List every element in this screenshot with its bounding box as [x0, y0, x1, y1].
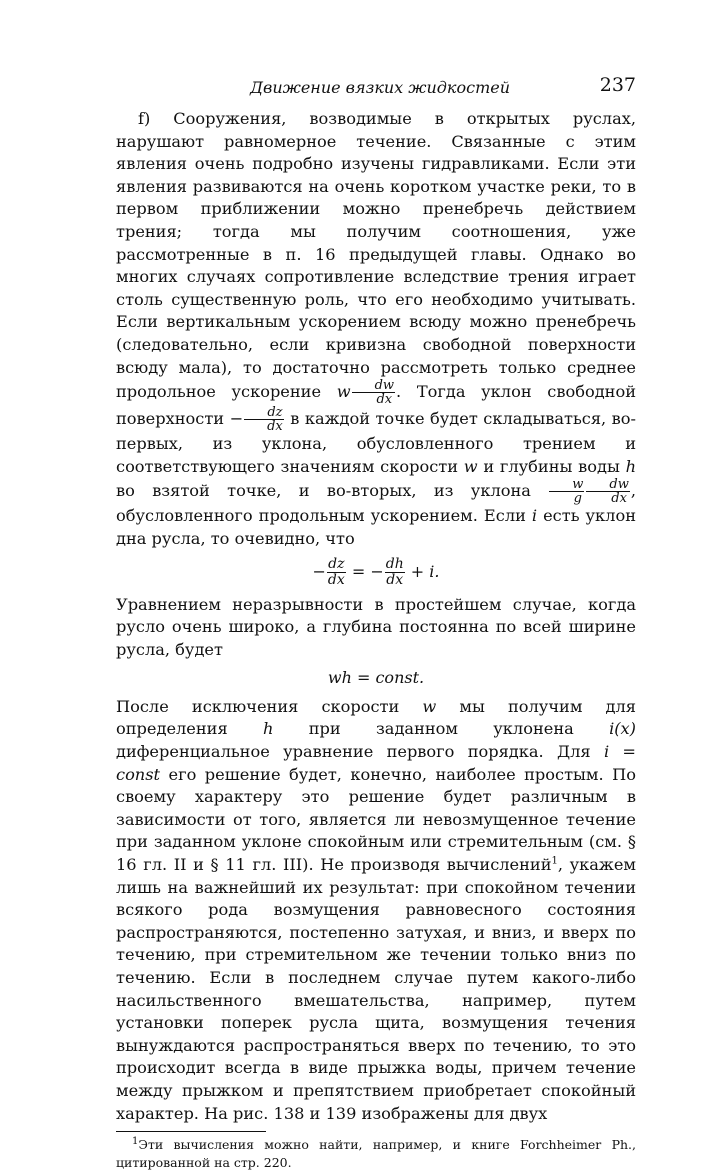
footnote-ref[interactable]: 1	[551, 855, 558, 867]
footnote-mark: 1	[132, 1136, 139, 1147]
text: диференциальное уравнение первого порядка. Для	[116, 742, 604, 762]
page	[116, 72, 636, 1172]
paragraph-2: Уравнением неразрывности в простейшем случае, когда русло очень широко, а глубина постоянна по всей ширине русла, будет	[116, 594, 636, 659]
text: есть уклон дна русла, то очевидно, что	[116, 506, 636, 548]
text: его решение будет, конечно, наиболее простым. По своему характеру это решение будет различным в зависимости от того, является ли невозмущенное течение при заданном уклоне спокойным или стремительным (см. § 16 гл. II и § 11 гл. III). Не производя вычислений	[116, 764, 636, 875]
var-w: w	[422, 696, 437, 716]
text: . Тогда уклон свободной поверхности −	[116, 382, 636, 429]
denominator: dx	[267, 419, 283, 435]
paragraph-1	[116, 108, 636, 551]
fraction-dz-dx	[327, 557, 346, 588]
page-number: 237	[599, 74, 636, 96]
equation-tail: + i.	[405, 561, 440, 581]
numerator: dz	[244, 406, 284, 420]
denominator: dx	[376, 392, 393, 408]
expr-i-const: i = const	[116, 742, 636, 784]
var-w: w	[463, 456, 478, 476]
equation-2	[116, 667, 636, 690]
fraction-dw-dx	[586, 478, 629, 505]
text: мы получим для определения	[116, 696, 636, 739]
numerator: dz	[328, 555, 345, 572]
equals-sign: = −	[346, 561, 384, 581]
running-title: Движение вязких жидкостей	[250, 78, 511, 97]
text: в каждой точке будет складываться, во-первых, из уклона, обусловленного трением и соответствующего значениям скорости	[116, 409, 636, 476]
page-header	[116, 72, 636, 102]
equation-1	[116, 557, 636, 588]
text: После исключения скорости	[116, 696, 423, 716]
numerator: dw	[352, 379, 395, 393]
fraction-dw-dx	[352, 379, 395, 406]
var-h: h	[262, 719, 274, 739]
var-i: i	[531, 506, 538, 526]
text: , обусловленного продольным ускорением. Если	[116, 481, 636, 526]
body-text	[116, 108, 636, 1125]
denominator: dx	[327, 571, 345, 588]
numerator: dw	[586, 478, 629, 492]
var-w: w	[336, 382, 351, 402]
var-h: h	[625, 456, 637, 476]
equation-2-text: wh = const.	[327, 668, 425, 688]
denominator: dx	[611, 491, 627, 507]
var-ix: i(x)	[609, 719, 636, 739]
minus-sign: −	[312, 561, 326, 581]
text: f) Сооружения, возводимые в открытых руслах, нарушают равномерное течение. Связанные с этим явления очень подробно изучены гидравликами. Если эти явления развиваются на очень коротком участке реки, то в первом приближении можно пренебречь действием трения; тогда мы получим соотношения, уже рассмотренные в п. 16 предыдущей главы. Однако во многих случаях сопротивление вследствие трения играет столь существенную роль, что его необходимо учитывать. Если вертикальным ускорением всюду можно пренебречь (следовательно, если кривизна свободной поверхности всюду мала), то достаточно рассмотреть только среднее продольное ускорение	[116, 109, 636, 402]
fraction-w-g	[549, 478, 584, 505]
denominator: dx	[386, 571, 404, 588]
text: , укажем лишь на важнейший их результат: при спокойном течении всякого рода возмущения равновесного состояния распространяются, постепенно затухая, и вниз, и вверх по течению, при стремительном же течении только вниз по течению. Если в последнем случае путем какого-либо насильственного вмешательства, например, путем установки поперек русла щита, возмущения течения вынуждаются распространяться вверх по течению, то это происходит всегда в виде прыжка воды, причем течение между прыжком и препятствием приобретает спокойный характер. На рис. 138 и 139 изображены для двух	[116, 855, 636, 1123]
footnote	[116, 1136, 636, 1172]
denominator: g	[573, 491, 582, 507]
numerator: w	[549, 478, 584, 492]
numerator: dh	[385, 555, 404, 572]
fraction-dh-dx	[385, 557, 405, 588]
footnote-text: Эти вычисления можно найти, например, и книге Forchheimer Ph., цитированной на стр. 220.	[116, 1137, 636, 1171]
paragraph-3	[116, 696, 636, 1125]
text: при заданном уклонена	[273, 719, 610, 739]
footnote-rule	[116, 1131, 266, 1132]
text: во взятой точке, и во-вторых, из уклона	[116, 481, 549, 501]
text: и глубины воды	[477, 456, 626, 476]
fraction-dz-dx	[244, 406, 284, 433]
